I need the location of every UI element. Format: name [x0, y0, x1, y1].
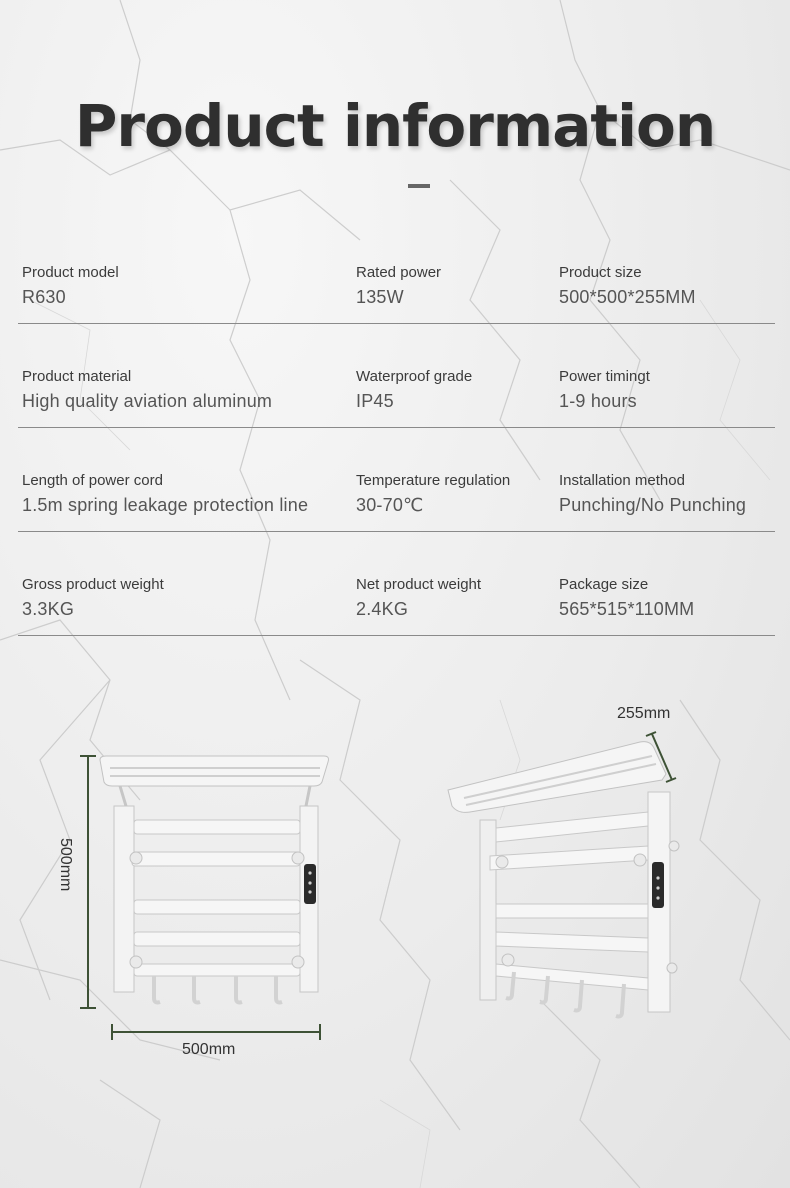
spec-row: [18, 220, 775, 324]
spec-rated-power: [356, 264, 441, 308]
spec-value: 2.4KG: [356, 599, 409, 619]
spec-product-material: [22, 368, 272, 412]
towel-rack-angled-view: [440, 728, 690, 1028]
spec-label: Length of power cord: [22, 472, 163, 489]
spec-value: High quality aviation aluminum: [22, 391, 273, 411]
spec-power-timing: [559, 368, 650, 412]
spec-value: Punching/No Punching: [559, 495, 747, 515]
spec-label: Product material: [22, 368, 132, 385]
spec-waterproof-grade: [356, 368, 472, 412]
spec-label: Temperature regulation: [356, 472, 511, 489]
spec-label: Installation method: [559, 472, 685, 489]
spec-value: 135W: [356, 287, 404, 307]
spec-value: 3.3KG: [22, 599, 75, 619]
spec-label: Product model: [22, 264, 119, 281]
spec-label: Product size: [559, 264, 642, 281]
spec-package-size: [559, 576, 694, 620]
title-underline-dash: [408, 184, 430, 188]
spec-value: 30-70℃: [356, 495, 424, 515]
spec-row: [18, 532, 775, 636]
spec-gross-weight: [22, 576, 164, 620]
spec-temperature-regulation: [356, 472, 510, 516]
spec-label: Rated power: [356, 264, 442, 281]
spec-product-size: [559, 264, 696, 308]
spec-value: 500*500*255MM: [559, 287, 696, 307]
page-title: Product information: [74, 92, 716, 160]
spec-label: Gross product weight: [22, 576, 164, 593]
spec-value: 1.5m spring leakage protection line: [22, 495, 309, 515]
spec-row: [18, 324, 775, 428]
width-dimension-label: 500mm: [182, 1041, 236, 1058]
spec-value: R630: [22, 287, 66, 307]
spec-table: [18, 220, 775, 636]
spec-power-cord-length: [22, 472, 308, 516]
towel-rack-front-view: [60, 740, 340, 1070]
spec-label: Package size: [559, 576, 649, 593]
spec-row: [18, 428, 775, 532]
depth-dimension-label: 255mm: [617, 705, 671, 722]
spec-value: 1-9 hours: [559, 391, 637, 411]
spec-value: 565*515*110MM: [559, 599, 695, 619]
spec-label: Waterproof grade: [356, 368, 473, 385]
spec-net-weight: [356, 576, 481, 620]
spec-installation-method: [559, 472, 746, 516]
height-dimension-label: 500mm: [57, 838, 74, 892]
spec-label: Power timingt: [559, 368, 650, 385]
spec-label: Net product weight: [356, 576, 482, 593]
spec-value: IP45: [356, 391, 394, 411]
spec-product-model: [22, 264, 119, 308]
